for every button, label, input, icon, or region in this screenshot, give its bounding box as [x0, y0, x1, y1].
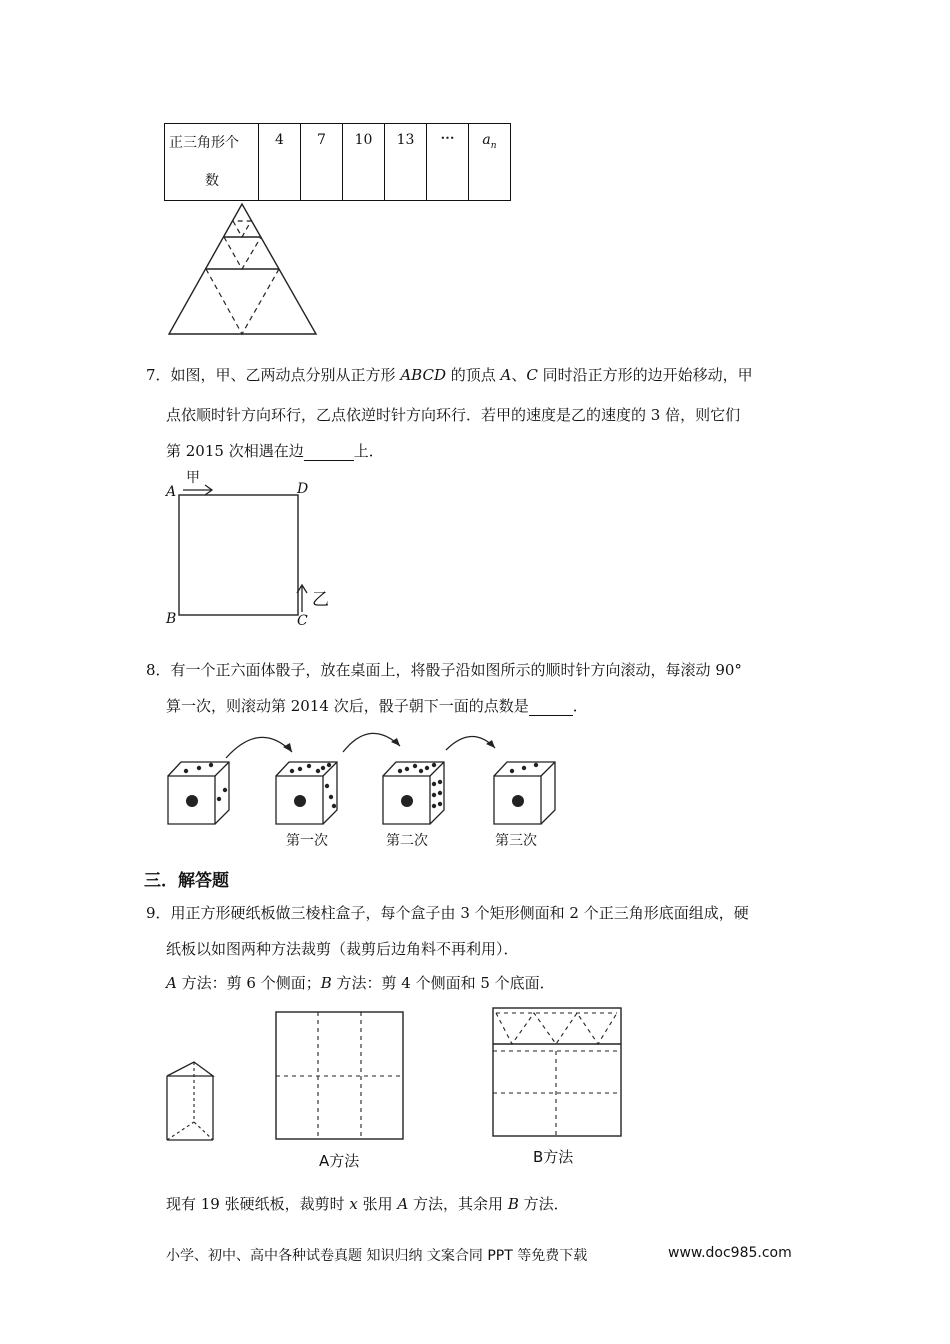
table-cell: ⋯: [427, 124, 469, 201]
q7-line2: 点依顺时针方向环行，乙点依逆时针方向环行．若甲的速度是乙的速度的 3 倍，则它们: [166, 406, 741, 424]
vertex-b-label: B: [166, 611, 177, 627]
q7-answer-blank[interactable]: [304, 460, 354, 461]
vertex-d-label: D: [297, 481, 309, 497]
table-header-line2: 数: [205, 173, 219, 189]
yi-label: 乙: [312, 590, 329, 610]
q9-line4: 现有 19 张硬纸板，裁剪时 x 张用 A 方法，其余用 B 方法．: [166, 1195, 569, 1213]
jia-label: 甲: [186, 470, 200, 486]
square-name: ABCD: [400, 366, 446, 384]
vertex-a-label: A: [166, 484, 177, 500]
table-cell-an: [469, 124, 511, 201]
an-sub: n: [490, 140, 497, 151]
dice-caption-2: 第二次: [386, 833, 428, 849]
table-header-line1: 正三角形个: [169, 135, 239, 151]
q7-line1: 7．如图，甲、乙两动点分别从正方形 ABCD 的顶点 A、C 同时沿正方形的边开始移动，甲: [146, 366, 753, 384]
table-cell: 4: [259, 124, 301, 201]
table-header-cell: [165, 124, 259, 201]
footer-url[interactable]: www.doc985.com: [668, 1245, 792, 1261]
section-title: 三．解答题: [144, 871, 229, 891]
table-cell: 7: [301, 124, 343, 201]
q8-answer-blank[interactable]: [529, 715, 573, 716]
sequence-table: [164, 123, 511, 201]
an-base: a: [482, 132, 491, 148]
vertex-c-label: C: [297, 613, 308, 629]
dice-caption-3: 第三次: [495, 833, 537, 849]
footer-text: 小学、初中、高中各种试卷真题 知识归纳 文案合同 PPT 等免费下载: [166, 1248, 588, 1264]
q7-line3: 第 2015 次相遇在边 上．: [166, 442, 384, 460]
dice-caption-1: 第一次: [286, 833, 328, 849]
q8-line2: 算一次，则滚动第 2014 次后，骰子朝下一面的点数是 ．: [166, 697, 588, 715]
q9-line2: 纸板以如图两种方法裁剪（裁剪后边角料不再利用）．: [166, 940, 519, 958]
table-cell: 10: [343, 124, 385, 201]
q9-line1: 9．用正方形硬纸板做三棱柱盒子，每个盒子由 3 个矩形侧面和 2 个正三角形底面组成，硬: [146, 904, 749, 922]
q9-line3: A 方法：剪 6 个侧面；B 方法：剪 4 个侧面和 5 个底面．: [166, 974, 555, 992]
table-cell: 13: [385, 124, 427, 201]
caption-a-method: A方法: [319, 1152, 360, 1170]
q8-line1: 8．有一个正六面体骰子，放在桌面上，将骰子沿如图所示的顺时针方向滚动，每滚动 90°: [146, 661, 742, 679]
caption-b-method: B方法: [533, 1148, 574, 1166]
